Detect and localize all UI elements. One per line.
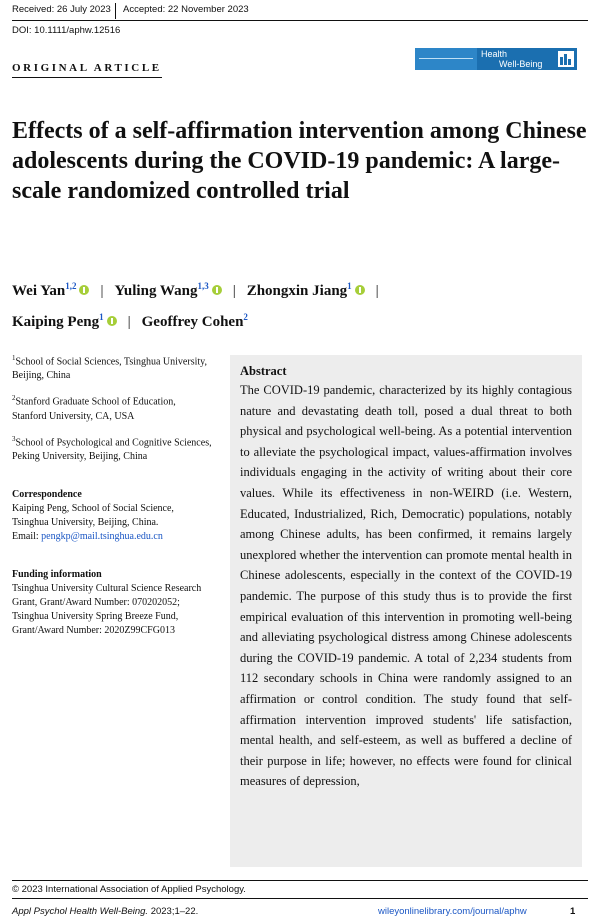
- orcid-icon[interactable]: [79, 285, 89, 295]
- journal-url-link[interactable]: wileyonlinelibrary.com/journal/aphw: [378, 906, 527, 917]
- header-rule: [12, 20, 588, 21]
- journal-badge-line1: Health: [481, 49, 508, 59]
- correspondence-text: Kaiping Peng, School of Social Science, Tsinghua University, Beijing, China. Email: pengkp@mail.tsinghua.edu.cn: [12, 502, 174, 542]
- email-link[interactable]: pengkp@mail.tsinghua.edu.cn: [41, 530, 163, 542]
- journal-badge[interactable]: [415, 48, 577, 70]
- abstract-text: The COVID-19 pandemic, characterized by its highly contagious nature and devastating death toll, posed a dual threat to both physical and psychological well-being. As a potential intervention to alleviate the psychological impact, values-affirmation involves individuals engaging in the activity of writing about their core values. While its effectiveness in non-WEIRD (i.e. Western, Educated, Industrialized, Rich, Democratic) populations, notably among Chinese adults, has been confirmed, it remains largely unexplored whether the intervention can promote mental health in Chinese adolescents, especially in the context of the COVID-19 pandemic. The purpose of this study thus is to provide the first empirical evaluation of this intervention in promoting well-being and alleviating psychological distress among Chinese adolescents during the COVID-19 pandemic. A total of 2,234 students from 112 secondary schools in China were randomly assigned to an affirmation or control condition. The study found that self-affirmation intervention improved students' life satisfaction, mental health, and self-esteem, as well as buffered a decline of their purpose in life; however, no effects were found for clinical measures of depression,: [240, 383, 572, 789]
- author-list: Wei Yan$^{1,2}$ | Yuling Wang$^{1,3}$ | Zhongxin Jiang$^1$ | Kaiping Peng$^1$ | Geoffrey Cohen$^2$: [12, 281, 379, 330]
- footer-rule: [12, 880, 588, 881]
- side-notes: [12, 351, 212, 646]
- affiliation-2: $^2$Stanford Graduate School of Education, Stanford University, CA, USA: [12, 394, 176, 422]
- funding-heading: Funding information: [12, 568, 102, 580]
- author-1[interactable]: Wei Yan$^{1,2}$: [12, 283, 89, 299]
- article-type: ORIGINAL ARTICLE: [12, 62, 162, 78]
- iaap-logo-icon: [558, 51, 574, 67]
- author-4[interactable]: Kaiping Peng$^1$: [12, 314, 117, 330]
- received-date: Received: 26 July 2023: [12, 4, 111, 15]
- journal-badge-line2: Well-Being: [499, 59, 543, 69]
- orcid-icon[interactable]: [355, 285, 365, 295]
- orcid-icon[interactable]: [107, 316, 117, 326]
- abstract-heading: Abstract: [240, 364, 287, 378]
- page-number: 1: [570, 906, 576, 917]
- date-separator: [115, 3, 116, 19]
- citation: Appl Psychol Health Well-Being. 2023;1–22.: [12, 906, 199, 917]
- abstract-box: [230, 355, 582, 867]
- author-5[interactable]: Geoffrey Cohen$^2$: [141, 312, 248, 330]
- copyright: © 2023 International Association of Applied Psychology.: [12, 884, 246, 895]
- correspondence-heading: Correspondence: [12, 488, 82, 500]
- affiliation-3: $^3$School of Psychological and Cognitive Sciences, Peking University, Beijing, China: [12, 434, 212, 462]
- article-title: Effects of a self-affirmation intervention among Chinese adolescents during the COVID-19 pandemic: A large-scale randomized controlled trial: [12, 118, 587, 204]
- footer-rule-2: [12, 898, 588, 899]
- orcid-icon[interactable]: [212, 285, 222, 295]
- author-2[interactable]: Yuling Wang$^{1,3}$: [114, 283, 221, 299]
- author-3[interactable]: Zhongxin Jiang$^1$: [247, 283, 365, 299]
- funding-text: Tsinghua University Cultural Science Research Grant, Grant/Award Number: 070202052; Tsinghua University Spring Breeze Fund, Grant/Award Number: 2020Z99CFG013: [12, 582, 202, 636]
- accepted-date: Accepted: 22 November 2023: [123, 4, 249, 15]
- doi[interactable]: DOI: 10.1111/aphw.12516: [12, 25, 121, 36]
- journal-badge-strip: [415, 48, 477, 70]
- affiliation-1: $^1$School of Social Sciences, Tsinghua University, Beijing, China: [12, 354, 207, 382]
